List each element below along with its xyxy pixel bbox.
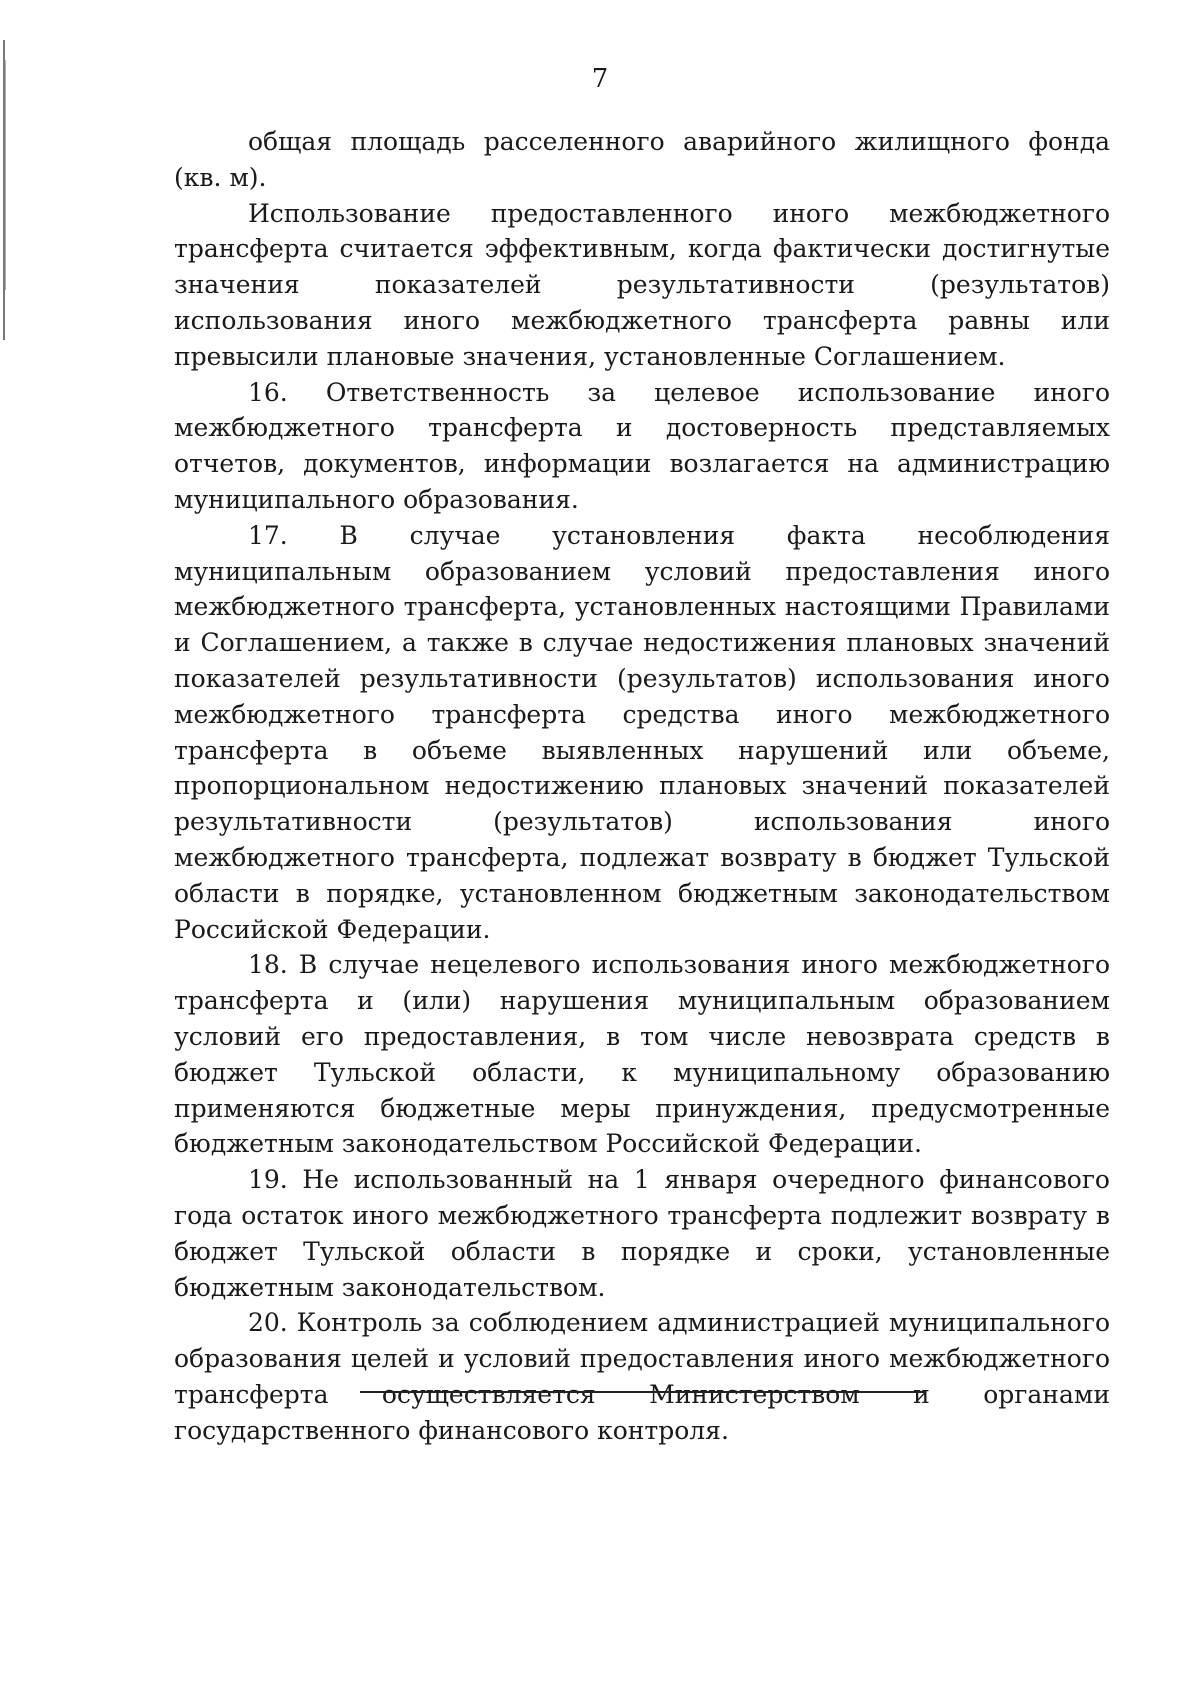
document-body (174, 124, 1110, 1448)
paragraph-17: 17. В случае установления факта несоблюдения муниципальным образованием условий предоставления иного межбюджетного трансферта, установленных настоящими Правилами и Соглашением, а также в случае недостижения плановых значений показателей результативности (результатов) использования иного межбюджетного трансферта средства иного межбюджетного трансферта в объеме выявленных нарушений или объеме, пропорциональном недостижению плановых значений показателей результативности (результатов) использования иного межбюджетного трансферта, подлежат возврату в бюджет Тульской области в порядке, установленном бюджетным законодательством Российской Федерации. (174, 520, 1110, 944)
paragraph-effectiveness: Использование предоставленного иного межбюджетного трансферта считается эффективным, когда фактически достигнутые значения показателей результативности (результатов) использования иного межбюджетного трансферта равны или превысили плановые значения, установленные Соглашением. (174, 198, 1110, 371)
paragraph-continuation: общая площадь расселенного аварийного жилищного фонда (кв. м). (174, 127, 1110, 192)
paragraph-18: 18. В случае нецелевого использования иного межбюджетного трансферта и (или) нарушения муниципальным образованием условий его предоставления, в том числе невозврата средств в бюджет Тульской области, к муниципальному образованию применяются бюджетные меры принуждения, предусмотренные бюджетным законодательством Российской Федерации. (174, 950, 1110, 1159)
paragraph-16: 16. Ответственность за целевое использование иного межбюджетного трансферта и достоверность представляемых отчетов, документов, информации возлагается на администрацию муниципального образования. (174, 377, 1110, 514)
closing-rule (360, 1391, 926, 1393)
scan-edge-line (5, 60, 6, 290)
page-number: 7 (591, 64, 609, 94)
paragraph-20: 20. Контроль за соблюдением администрацией муниципального образования целей и условий предоставления иного межбюджетного трансферта осуществляется Министерством и органами государственного финансового контроля. (174, 1308, 1110, 1445)
paragraph-19: 19. Не использованный на 1 января очередного финансового года остаток иного межбюджетного трансферта подлежит возврату в бюджет Тульской области в порядке и сроки, установленные бюджетным законодательством. (174, 1165, 1110, 1302)
